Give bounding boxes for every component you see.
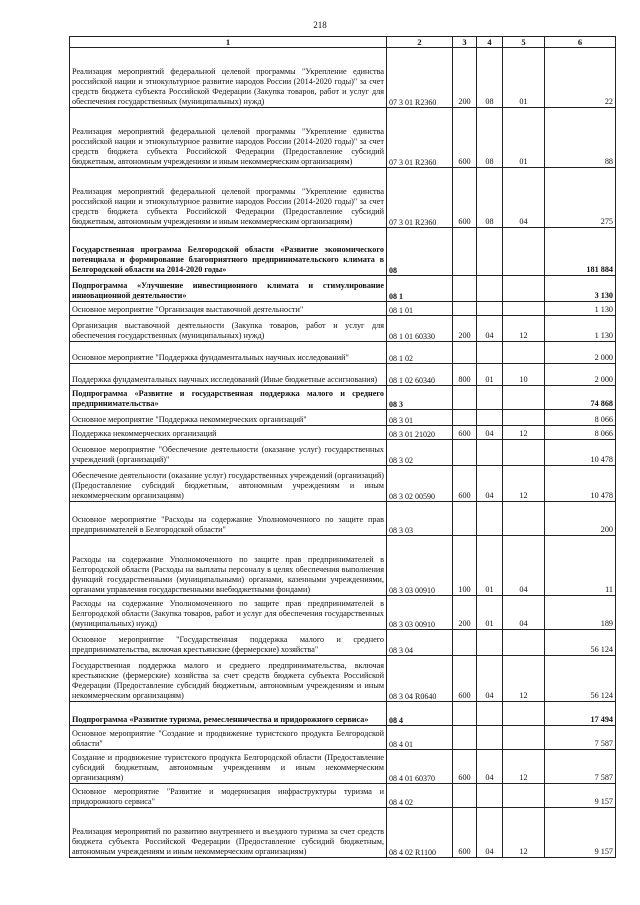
row-amount: 3 130 [545,276,616,302]
table-row [70,808,616,858]
row-code: 08 3 [387,386,453,410]
row-subsection: 12 [503,316,545,342]
row-subsection: 01 [503,108,545,168]
row-amount: 22 [545,48,616,108]
row-subsection: 12 [503,466,545,502]
row-code: 08 4 02 [387,784,453,808]
row-name: Поддержка некоммерческих организаций [70,426,387,440]
row-section [477,440,503,466]
row-subsection [503,502,545,536]
row-name: Расходы на содержание Уполномоченного по защите прав предпринимателей в Белгородской области (Закупка товаров, работ и услуг для обеспечения государственных (муниципальных) нужд) [70,596,387,630]
table-row [70,750,616,784]
row-name: Реализация мероприятий федеральной целевой программы "Укрепление единства российской нации и этнокультурное развитие народов России (2014-2020 годы)" за счет средств бюджета субъекта Российской Федерации (Предоставление субсидий бюджетным, автономным учреждениям и иным некоммерческим организациям) [70,168,387,228]
row-name: Основное мероприятие "Поддержка некоммерческих организаций" [70,410,387,426]
table-row [70,502,616,536]
row-section [477,302,503,316]
row-code: 08 3 01 21020 [387,426,453,440]
row-section [477,502,503,536]
row-subsection [503,410,545,426]
row-expense-type: 600 [453,108,477,168]
row-code: 07 3 01 R2360 [387,48,453,108]
row-section: 04 [477,750,503,784]
row-subsection: 04 [503,168,545,228]
row-subsection: 10 [503,364,545,386]
row-subsection [503,386,545,410]
row-section: 08 [477,168,503,228]
column-number-row [70,37,616,48]
table-row [70,426,616,440]
row-expense-type [453,302,477,316]
table-row [70,342,616,364]
row-code: 08 3 04 R0640 [387,656,453,702]
row-expense-type [453,276,477,302]
row-code: 08 1 01 60330 [387,316,453,342]
row-expense-type: 800 [453,364,477,386]
row-subsection: 04 [503,536,545,596]
row-section [477,726,503,750]
table-row [70,364,616,386]
row-amount: 10 478 [545,466,616,502]
row-expense-type: 600 [453,426,477,440]
row-amount: 88 [545,108,616,168]
row-code: 08 1 02 60340 [387,364,453,386]
row-name: Государственная поддержка малого и среднего предпринимательства, включая крестьянские (фермерские) хозяйства за счет средств бюджета субъекта Российской Федерации (Предоставление субсидий бюджетным, автономным учреждениям и иным некоммерческим организациям) [70,656,387,702]
row-expense-type [453,784,477,808]
row-code: 08 3 03 00910 [387,596,453,630]
row-subsection: 12 [503,656,545,702]
row-code: 08 1 01 [387,302,453,316]
row-code: 08 3 01 [387,410,453,426]
column-header: 6 [545,37,616,48]
table-body [70,48,616,858]
table-row [70,726,616,750]
row-section [477,342,503,364]
row-section [477,702,503,726]
row-expense-type: 100 [453,536,477,596]
row-name: Основное мероприятие "Развитие и модернизация инфраструктуры туризма и придорожного сервиса" [70,784,387,808]
row-amount: 2 000 [545,364,616,386]
row-subsection [503,302,545,316]
row-amount: 17 494 [545,702,616,726]
row-expense-type: 200 [453,596,477,630]
row-expense-type [453,726,477,750]
row-section: 04 [477,808,503,858]
row-code: 07 3 01 R2360 [387,108,453,168]
row-section: 08 [477,48,503,108]
row-name: Расходы на содержание Уполномоченного по защите прав предпринимателей в Белгородской области (Расходы на выплаты персоналу в целях обеспечения выполнения функций государственными (муниципальными) органами, казенными учреждениями, органами управления государственными внебюджетными фондами) [70,536,387,596]
row-name: Обеспечение деятельности (оказание услуг) государственных учреждений (организаций) (Предоставление субсидий бюджетным, автономным учреждениям и иным некоммерческим организациям) [70,466,387,502]
table-row [70,596,616,630]
table-row [70,410,616,426]
table-row [70,108,616,168]
row-name: Основное мероприятие "Организация выставочной деятельности" [70,302,387,316]
row-code: 08 4 01 60370 [387,750,453,784]
row-amount: 74 868 [545,386,616,410]
row-expense-type [453,342,477,364]
row-amount: 11 [545,536,616,596]
row-code: 08 [387,228,453,276]
row-code: 08 3 04 [387,630,453,656]
column-header: 5 [503,37,545,48]
table-row [70,784,616,808]
row-section [477,228,503,276]
row-code: 08 3 03 [387,502,453,536]
row-expense-type: 600 [453,808,477,858]
row-section: 01 [477,536,503,596]
row-expense-type: 200 [453,316,477,342]
row-amount: 2 000 [545,342,616,364]
budget-table [69,36,616,858]
row-subsection: 12 [503,426,545,440]
row-name: Подпрограмма «Развитие и государственная поддержка малого и среднего предпринимательства» [70,386,387,410]
row-expense-type: 600 [453,168,477,228]
row-amount: 8 066 [545,410,616,426]
row-code: 08 4 01 [387,726,453,750]
row-code: 08 4 [387,702,453,726]
table-row [70,302,616,316]
table-row [70,228,616,276]
table-row [70,276,616,302]
row-amount: 7 587 [545,750,616,784]
row-name: Организация выставочной деятельности (Закупка товаров, работ и услуг для обеспечения государственных (муниципальных) нужд) [70,316,387,342]
row-code: 08 3 02 00590 [387,466,453,502]
row-amount: 200 [545,502,616,536]
table-row [70,316,616,342]
row-section [477,630,503,656]
row-subsection [503,726,545,750]
table-row [70,440,616,466]
table-row [70,702,616,726]
row-amount: 56 124 [545,630,616,656]
row-amount: 1 130 [545,316,616,342]
row-name: Подпрограмма «Улучшение инвестиционного климата и стимулирование инновационной деятельности» [70,276,387,302]
row-name: Реализация мероприятий федеральной целевой программы "Укрепление единства российской нации и этнокультурное развитие народов России (2014-2020 годы)" за счет средств бюджета субъекта Российской Федерации (Предоставление субсидий бюджетным, автономным учреждениям и иным некоммерческим организациям) [70,108,387,168]
row-subsection [503,784,545,808]
row-code: 08 1 02 [387,342,453,364]
row-expense-type [453,702,477,726]
row-section: 01 [477,596,503,630]
row-expense-type [453,630,477,656]
row-section: 01 [477,364,503,386]
row-name: Основное мероприятие "Создание и продвижение туристского продукта Белгородской области" [70,726,387,750]
row-subsection [503,630,545,656]
row-subsection [503,702,545,726]
row-subsection: 01 [503,48,545,108]
column-header: 1 [70,37,387,48]
row-name: Реализация мероприятий по развитию внутреннего и въездного туризма за счет средств бюджета субъекта Российской Федерации (Предоставление субсидий бюджетным, автономным учреждениям и иным некоммерческим организациям) [70,808,387,858]
row-amount: 9 157 [545,784,616,808]
row-section: 04 [477,656,503,702]
row-section [477,386,503,410]
row-section: 04 [477,466,503,502]
row-expense-type: 200 [453,48,477,108]
table-row [70,386,616,410]
column-header: 2 [387,37,453,48]
row-expense-type [453,228,477,276]
row-name: Основное мероприятие "Государственная поддержка малого и среднего предпринимательства, включая крестьянские (фермерские) хозяйства" [70,630,387,656]
table-row [70,656,616,702]
row-code: 07 3 01 R2360 [387,168,453,228]
row-subsection [503,276,545,302]
row-amount: 189 [545,596,616,630]
page-number: 218 [313,20,327,30]
table-row [70,466,616,502]
row-amount: 56 124 [545,656,616,702]
row-code: 08 1 [387,276,453,302]
row-code: 08 3 03 00910 [387,536,453,596]
row-subsection [503,342,545,364]
row-subsection: 12 [503,750,545,784]
row-amount: 7 587 [545,726,616,750]
row-name: Государственная программа Белгородской области «Развитие экономического потенциала и формирование благоприятного предпринимательского климата в Белгородской области на 2014-2020 годы» [70,228,387,276]
row-section [477,276,503,302]
row-amount: 1 130 [545,302,616,316]
row-subsection: 04 [503,596,545,630]
table-row [70,48,616,108]
row-name: Подпрограмма «Развитие туризма, ремесленничества и придорожного сервиса» [70,702,387,726]
row-amount: 275 [545,168,616,228]
row-section [477,784,503,808]
table-row [70,630,616,656]
row-section: 08 [477,108,503,168]
row-expense-type [453,440,477,466]
column-header: 4 [477,37,503,48]
row-code: 08 3 02 [387,440,453,466]
table-row [70,536,616,596]
row-expense-type: 600 [453,466,477,502]
row-code: 08 4 02 R1100 [387,808,453,858]
row-subsection [503,440,545,466]
row-name: Поддержка фундаментальных научных исследований (Иные бюджетные ассигнования) [70,364,387,386]
row-section: 04 [477,316,503,342]
table-row [70,168,616,228]
row-expense-type [453,386,477,410]
row-amount: 181 884 [545,228,616,276]
row-expense-type: 600 [453,750,477,784]
row-name: Реализация мероприятий федеральной целевой программы "Укрепление единства российской нации и этнокультурное развитие народов России (2014-2020 годы)" за счет средств бюджета субъекта Российской Федерации (Закупка товаров, работ и услуг для обеспечения государственных (муниципальных) нужд) [70,48,387,108]
row-amount: 9 157 [545,808,616,858]
row-subsection [503,228,545,276]
row-expense-type [453,410,477,426]
row-section [477,410,503,426]
row-subsection: 12 [503,808,545,858]
row-expense-type: 600 [453,656,477,702]
row-name: Основное мероприятие "Поддержка фундаментальных научных исследований" [70,342,387,364]
column-header: 3 [453,37,477,48]
row-name: Основное мероприятие "Расходы на содержание Уполномоченного по защите прав предпринимателей в Белгородской области" [70,502,387,536]
row-amount: 8 066 [545,426,616,440]
row-name: Основное мероприятие "Обеспечение деятельности (оказание услуг) государственных учреждений (организаций)" [70,440,387,466]
row-name: Создание и продвижение туристского продукта Белгородской области (Предоставление субсидий бюджетным, автономным учреждениям и иным некоммерческим организациям) [70,750,387,784]
row-amount: 10 478 [545,440,616,466]
row-expense-type [453,502,477,536]
row-section: 04 [477,426,503,440]
